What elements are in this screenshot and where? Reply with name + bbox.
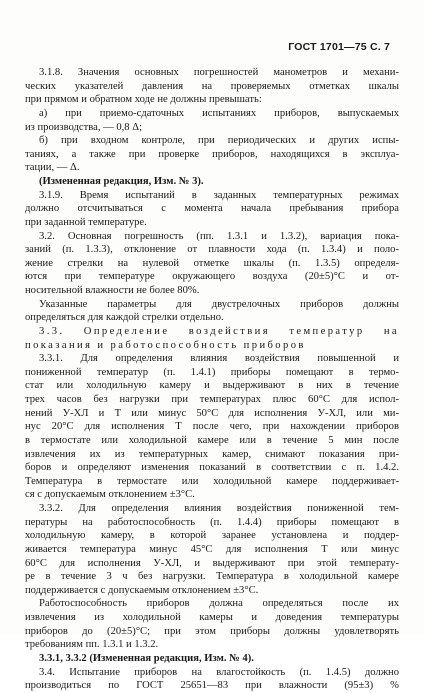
text-line: нений У-ХЛ и Т или минус 50°С для исполнения У-ХЛ, или ми- [25,407,399,419]
text-line: 3.2. Основная погрешность (пп. 1.3.1 и 1.3.2), вариация пока- [39,230,399,242]
text-line: показания и работоспособность приборов [25,339,306,351]
text-line: 3.4. Испытание приборов на влагостойкость (п. 1.4.5) должно [39,666,399,678]
text-line: должно отсчитываться с момента начала пребывания прибора [25,203,399,215]
text-line: таниях, а также при проверке приборов, находящихся в эксплуа- [25,148,399,160]
text-line: Работоспособность приборов должна определяться после их [39,598,399,610]
text-line: ся с допускаемым отклонением ±3°С. [25,489,195,501]
text-line: ются при температуре окружающего воздуха (20±5)°С и от- [25,271,399,283]
text-line: Температура в термостате или холодильной камере поддерживает- [25,475,399,487]
text-line: требованиям пп. 1.3.1 и 1.3.2. [25,639,159,651]
text-line: при заданной температуре. [25,216,147,228]
text-line: поддерживается с допускаемым отклонением ±3°С. [25,584,259,596]
text-line: а) при приемо-сдаточных испытаниях приборов, выпускаемых [39,107,399,119]
text-line: живается температура минус 45°С для исполнения Т или минус [25,543,399,555]
text-line: стат или холодильную камеру и выдерживают в них в течение [25,380,399,392]
text-line: ческих указателей давления на проверяемых отметках шкалы [25,80,399,92]
text-line: 3.1.8. Значения основных погрешностей манометров и механи- [39,67,399,78]
text-line: 3.3. Определение воздействия температур на [39,325,399,337]
text-line: трех часов без нагрузки при температурах плюс 60°С для испол- [25,394,399,405]
text-line: 3.3.1, 3.3.2 (Измененная редакция, Изм. № 4). [39,652,254,664]
text-line: 60°С для исполнения У-ХЛ, и выдерживают при этой температу- [25,557,399,569]
text-line: 3.3.1. Для определения влияния воздействия повышенной и [39,353,399,365]
text-line: ре в течение 3 ч без нагрузки. Температура в холодильной камере [25,571,399,583]
text-line: пературы на работоспособность (п. 1.4.4) приборы помещают в [25,516,399,528]
text-line: 3.1.9. Время испытаний в заданных температурных режимах [39,189,399,201]
text-line: нус 20°С для исполнения Т после чего, при нахождении приборов [25,421,399,433]
text-line: заний (п. 1.3.3), отклонение от плавности хода (п. 1.3.4) и поло- [25,244,399,256]
text-line: б) при входном контроле, при периодических и других испы- [39,135,399,147]
text-line: из производства, — 0,8 Δ; [25,121,143,133]
document-body [25,66,399,693]
text-line: производиться по ГОСТ 25651—83 при влажности (95±3) % [25,680,399,692]
text-line: жение стрелки на нулевой отметке шкалы (п. 1.3.5) определя- [25,257,399,269]
text-line: определяться для каждой стрелки отдельно. [25,312,224,324]
text-line: пониженной температур (п. 1.4.1) приборы помещают в термо- [25,366,399,378]
text-line: в термостате или холодильной камере или в течение 5 мин после [25,434,399,446]
text-line: боров и определяют изменения показаний в соответствии с п. 1.4.2. [25,462,399,474]
text-line: приборов до (20±5)°С; при этом приборы должны удовлетворять [25,625,399,637]
text-line: тации, — Δ. [25,162,80,174]
text-line: холодильную камеру, в которой заранее установлена и поддер- [25,530,399,542]
text-line: при прямом и обратном ходе не должны превышать: [25,94,262,106]
text-line: Указанные параметры для двустрелочных приборов должны [39,298,399,310]
text-line: (Измененная редакция, Изм. № 3). [39,176,204,187]
running-header: ГОСТ 1701—75 С. 7 [288,41,390,53]
text-line: 3.3.2. Для определения влияния воздействия пониженной тем- [39,503,399,514]
text-line: извлечения из холодильной камеры и доведения температуры [25,612,399,623]
text-line: извлечения их из температурных камер, снимают показания при- [25,448,399,460]
text-line: носительной влажности не более 80%. [25,285,200,296]
